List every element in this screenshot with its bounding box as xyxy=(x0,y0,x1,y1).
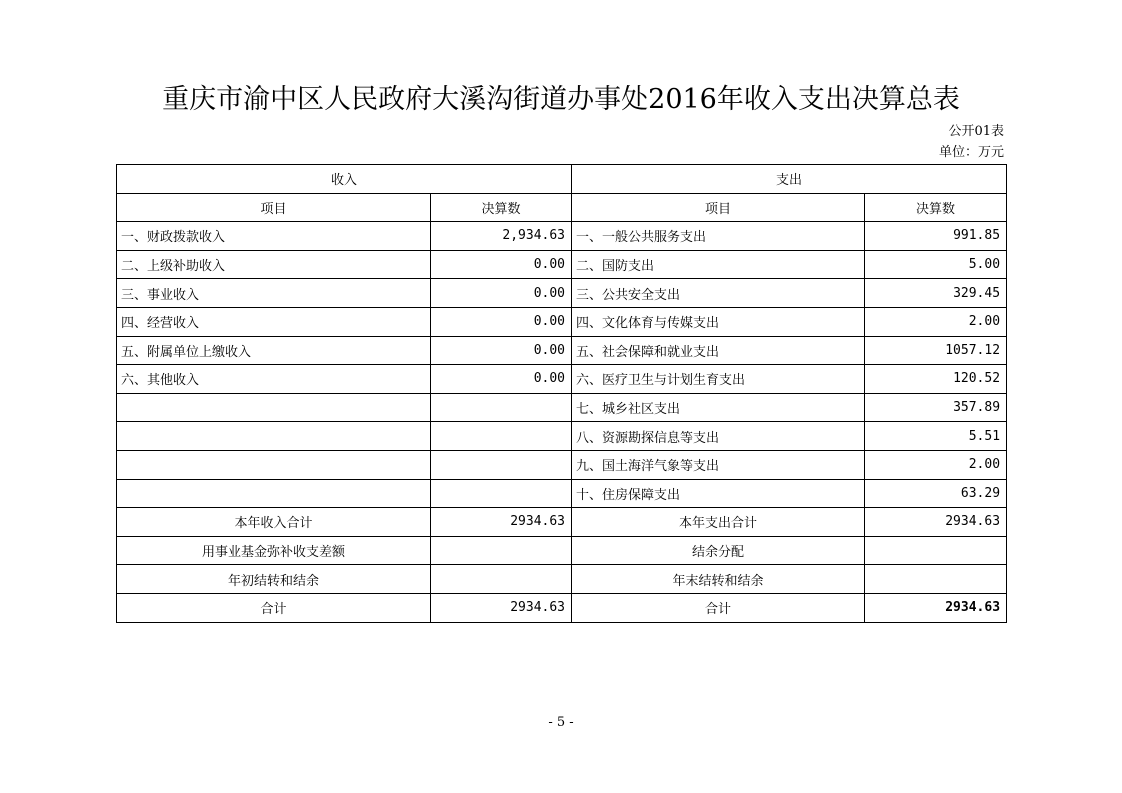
income-item-cell: 五、附属单位上缴收入 xyxy=(117,336,431,365)
income-amount-header: 决算数 xyxy=(431,193,572,222)
table-row xyxy=(117,250,1007,279)
income-item-cell xyxy=(117,450,431,479)
income-item-cell xyxy=(117,393,431,422)
expense-item-cell: 七、城乡社区支出 xyxy=(572,393,865,422)
fund-label: 用事业基金弥补收支差额 xyxy=(117,536,431,565)
section-header-row xyxy=(117,165,1007,194)
table-row xyxy=(117,222,1007,251)
unit-label: 单位：万元 xyxy=(938,145,1004,160)
income-amount-cell xyxy=(431,479,572,508)
income-grand-total-label: 合计 xyxy=(117,593,431,622)
income-amount-cell: 0.00 xyxy=(431,365,572,394)
expense-item-cell: 二、国防支出 xyxy=(572,250,865,279)
surplus-label: 结余分配 xyxy=(572,536,865,565)
expense-item-cell: 九、国土海洋气象等支出 xyxy=(572,450,865,479)
expense-amount-cell: 63.29 xyxy=(865,479,1007,508)
income-item-cell: 二、上级补助收入 xyxy=(117,250,431,279)
expense-item-cell: 五、社会保障和就业支出 xyxy=(572,336,865,365)
income-item-header: 项目 xyxy=(117,193,431,222)
expense-amount-cell: 5.00 xyxy=(865,250,1007,279)
grand-total-row xyxy=(117,593,1007,622)
income-item-cell xyxy=(117,479,431,508)
table-row xyxy=(117,393,1007,422)
end-carryover-label: 年末结转和结余 xyxy=(572,565,865,594)
expense-item-cell: 三、公共安全支出 xyxy=(572,279,865,308)
begin-carryover-label: 年初结转和结余 xyxy=(117,565,431,594)
expense-amount-cell: 357.89 xyxy=(865,393,1007,422)
expense-amount-cell: 120.52 xyxy=(865,365,1007,394)
budget-table xyxy=(116,164,1007,623)
expense-amount-cell: 2.00 xyxy=(865,307,1007,336)
income-amount-cell: 0.00 xyxy=(431,279,572,308)
table-row xyxy=(117,279,1007,308)
page-number: - 5 - xyxy=(548,715,574,730)
fund-surplus-row xyxy=(117,536,1007,565)
column-header-row xyxy=(117,193,1007,222)
table-row xyxy=(117,336,1007,365)
fund-value xyxy=(431,536,572,565)
year-total-row xyxy=(117,508,1007,537)
expense-amount-cell: 329.45 xyxy=(865,279,1007,308)
income-item-cell: 一、财政拨款收入 xyxy=(117,222,431,251)
income-amount-cell: 0.00 xyxy=(431,307,572,336)
expense-item-header: 项目 xyxy=(572,193,865,222)
table-row xyxy=(117,307,1007,336)
expense-section-header: 支出 xyxy=(572,165,1007,194)
income-amount-cell: 0.00 xyxy=(431,250,572,279)
expense-amount-cell: 1057.12 xyxy=(865,336,1007,365)
income-amount-cell: 0.00 xyxy=(431,336,572,365)
income-amount-cell xyxy=(431,393,572,422)
income-amount-cell xyxy=(431,422,572,451)
income-item-cell xyxy=(117,422,431,451)
expense-amount-cell: 5.51 xyxy=(865,422,1007,451)
expense-item-cell: 八、资源勘探信息等支出 xyxy=(572,422,865,451)
year-expense-total-value: 2934.63 xyxy=(865,508,1007,537)
document-title: 重庆市渝中区人民政府大溪沟街道办事处2016年收入支出决算总表 xyxy=(162,84,960,115)
table-row xyxy=(117,479,1007,508)
year-income-total-value: 2934.63 xyxy=(431,508,572,537)
table-row xyxy=(117,450,1007,479)
income-item-cell: 六、其他收入 xyxy=(117,365,431,394)
year-expense-total-label: 本年支出合计 xyxy=(572,508,865,537)
begin-carryover-value xyxy=(431,565,572,594)
surplus-value xyxy=(865,536,1007,565)
expense-item-cell: 六、医疗卫生与计划生育支出 xyxy=(572,365,865,394)
table-row xyxy=(117,422,1007,451)
expense-grand-total-value: 2934.63 xyxy=(865,593,1007,622)
expense-item-cell: 四、文化体育与传媒支出 xyxy=(572,307,865,336)
expense-amount-header: 决算数 xyxy=(865,193,1007,222)
expense-amount-cell: 2.00 xyxy=(865,450,1007,479)
income-amount-cell: 2,934.63 xyxy=(431,222,572,251)
carryover-row xyxy=(117,565,1007,594)
income-item-cell: 四、经营收入 xyxy=(117,307,431,336)
table-row xyxy=(117,365,1007,394)
end-carryover-value xyxy=(865,565,1007,594)
expense-amount-cell: 991.85 xyxy=(865,222,1007,251)
expense-grand-total-label: 合计 xyxy=(572,593,865,622)
income-grand-total-value: 2934.63 xyxy=(431,593,572,622)
expense-item-cell: 一、一般公共服务支出 xyxy=(572,222,865,251)
expense-item-cell: 十、住房保障支出 xyxy=(572,479,865,508)
income-item-cell: 三、事业收入 xyxy=(117,279,431,308)
year-income-total-label: 本年收入合计 xyxy=(117,508,431,537)
table-code: 公开01表 xyxy=(948,124,1004,139)
income-amount-cell xyxy=(431,450,572,479)
income-section-header: 收入 xyxy=(117,165,572,194)
